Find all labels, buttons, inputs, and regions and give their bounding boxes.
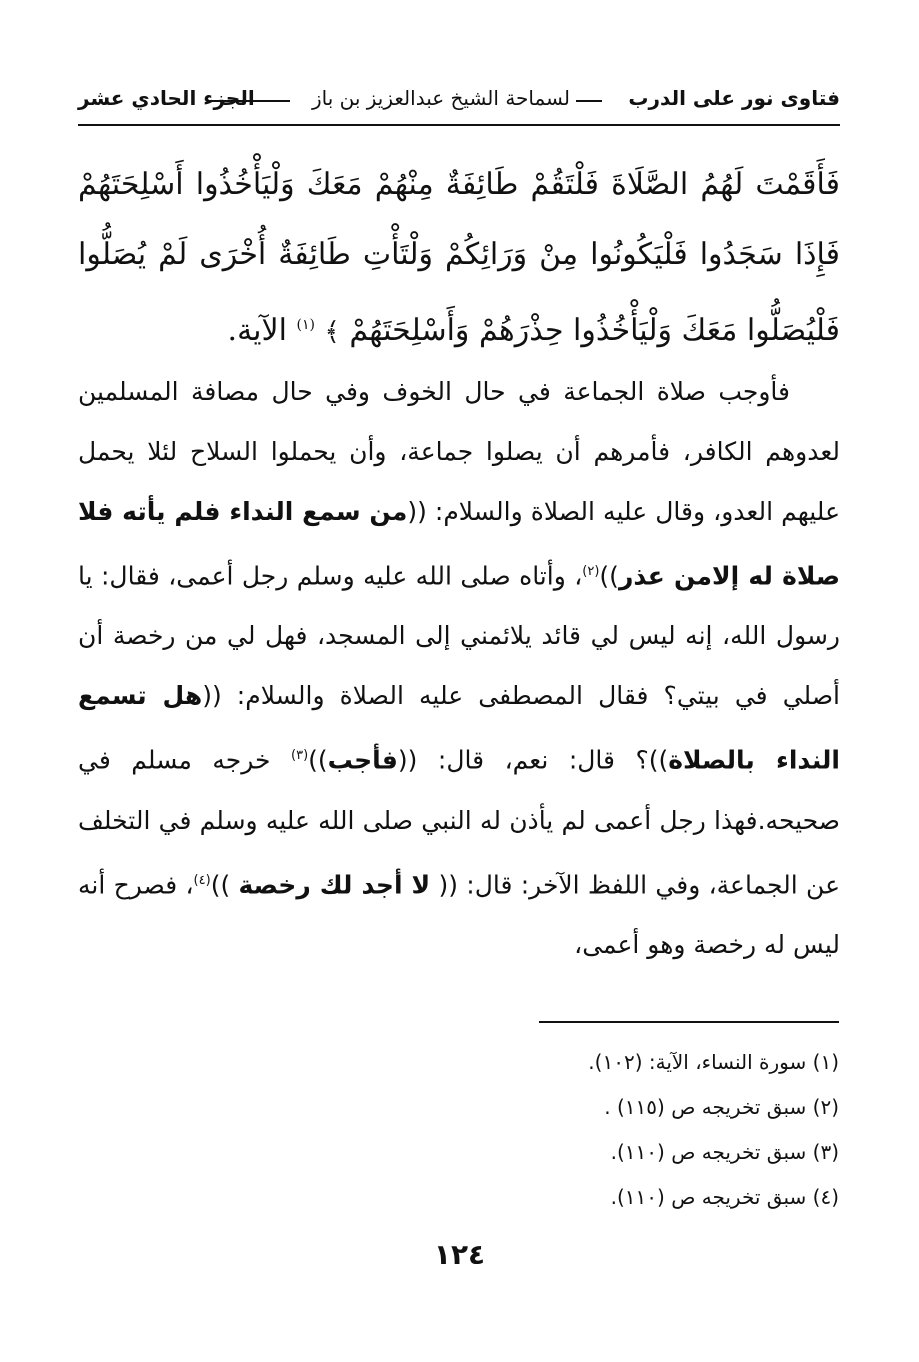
text-run: ، وأتاه صلى الله عليه وسلم رجل أعمى، فقال: يا رسول الله، إنه ليس لي قائد يلائمني إلى المسجد، فهل لي من رخصة أن أصلي في بيتي؟ فقال المصطفى عليه الصلاة والسلام: ((	[78, 561, 840, 711]
hadith-quote: فأجب	[327, 745, 398, 775]
text-run: خرجه مسلم في صحيحه.فهذا رجل أعمى لم يأذن له النبي صلى الله عليه وسلم في التخلف عن الجماعة، وفي اللفظ الآخر: قال: ((	[78, 745, 840, 899]
footnote-ref: (٢)	[582, 564, 600, 579]
hadith-quote: هل تسمع النداء بالصلاة	[78, 681, 840, 775]
footnote-ref: (٣)	[291, 748, 309, 764]
footnote: (٢) سبق تخريجه ص (١١٥) .	[604, 1095, 839, 1119]
text-run: ))	[308, 745, 328, 775]
text-run: فأوجب صلاة الجماعة في حال الخوف وفي حال مصافة المسلمين لعدوهم الكافر، فأمرهم أن يصلوا جماعة، وأن يحملوا السلاح لئلا يحمل عليهم العدو، وقال عليه الصلاة والسلام: ((	[78, 377, 840, 526]
footnote: (٤) سبق تخريجه ص (١١٠).	[610, 1185, 839, 1209]
quran-verse-block	[78, 150, 840, 367]
running-header	[78, 82, 840, 116]
hadith-quote: لا أجد لك رخصة	[238, 869, 431, 899]
quran-verse: فَأَقَمْتَ لَهُمُ الصَّلَاةَ فَلْتَقُمْ طَائِفَةٌ مِنْهُمْ مَعَكَ وَلْيَأْخُذُوا أَسْلِحَتَهُمْ فَإِذَا سَجَدُوا فَلْيَكُونُوا مِنْ وَرَائِكُمْ وَلْتَأْتِ طَائِفَةٌ أُخْرَى لَمْ يُصَلُّوا فَلْيُصَلُّوا مَعَكَ وَلْيَأْخُذُوا حِذْرَهُمْ وَأَسْلِحَتَهُمْ	[78, 167, 840, 348]
footnotes	[339, 1040, 839, 1220]
paragraph	[78, 362, 840, 975]
verse-trailing: الآية.	[227, 313, 287, 348]
text-run: ))؟ قال: نعم، قال: ((	[397, 745, 669, 775]
quran-close-bracket: ﴾	[324, 317, 340, 347]
footnote-ref: (٤)	[193, 872, 211, 888]
text-run: ))	[599, 561, 619, 591]
text-run: ، فصرح أنه ليس له رخصة وهو أعمى،	[78, 869, 840, 959]
volume-label: الجزء الحادي عشر	[78, 86, 255, 110]
footnote-ref: (١)	[296, 317, 315, 333]
hadith-quote: من سمع النداء فلم يأته فلا صلاة له إلامن عذر	[78, 497, 840, 591]
header-rule	[78, 124, 840, 126]
book-author: لسماحة الشيخ عبدالعزيز بن باز	[311, 86, 570, 110]
text-run: ))	[210, 869, 239, 899]
book-title: فتاوى نور على الدرب	[628, 86, 840, 110]
footnote-separator	[539, 1021, 839, 1023]
page-number: ١٢٤	[433, 1238, 486, 1271]
footnote: (١) سورة النساء، الآية: (١٠٢).	[588, 1050, 839, 1074]
body-text	[78, 362, 840, 975]
footnote: (٣) سبق تخريجه ص (١١٠).	[610, 1140, 839, 1164]
header-dash	[576, 100, 602, 102]
